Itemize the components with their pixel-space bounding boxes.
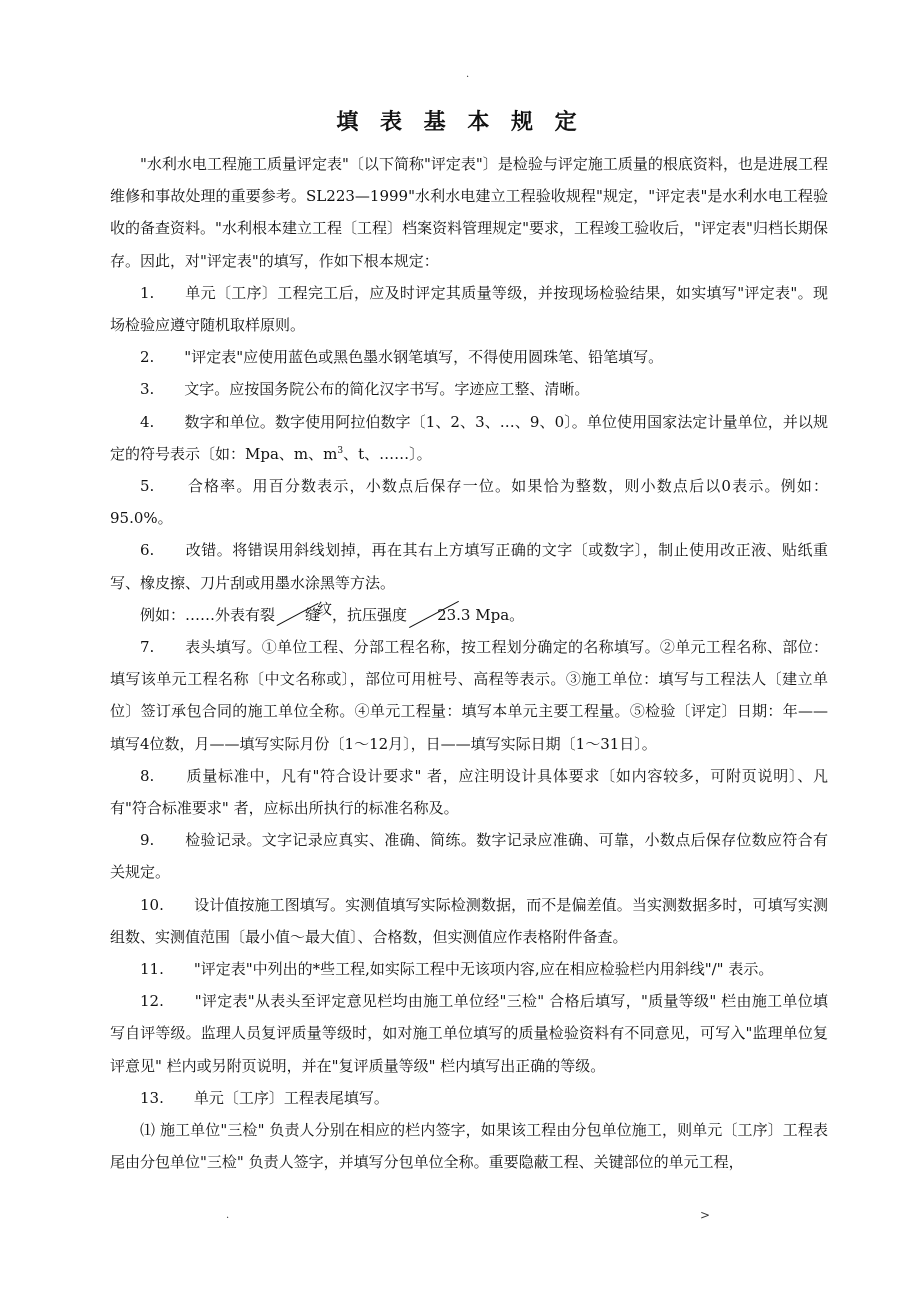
example-text-2: ，抗压强度 <box>332 605 408 624</box>
rule-13: 13. 单元〔工序〕工程表尾填写。 <box>140 1088 389 1107</box>
rule-7: 7. 表头填写。①单位工程、分部工程名称，按工程划分确定的名称填写。②单元工程名称、部位：填写该单元工程名称〔中文名称或〕，部位可用桩号、高程等表示。③施工单位：填写与工程法人〔建立单位〕签订承包合同的施工单位全称。④单元工程量：填写本单元主要工程量。⑤检验〔评定〕日期：年——填写4位数，月——填写实际月份〔1～12月〕，日——填写实际日期〔1～31日〕。 <box>110 638 828 753</box>
example-text-3: 3 Mpa。 <box>460 605 525 624</box>
rule-6: 6. 改错。将错误用斜线划掉，再在其右上方填写正确的文字〔或数字〕，制止使用改正液、贴纸重写、橡皮擦、刀片刮或用墨水涂黑等方法。 <box>110 541 828 592</box>
rule-9: 9. 检验记录。文字记录应真实、准确、简练。数字记录应准确、可靠，小数点后保存位数应符合有关规定。 <box>110 831 828 882</box>
rule-4-text-end: 、t、……〕。 <box>343 444 432 463</box>
rule-1: 1. 单元〔工序〕工程完工后，应及时评定其质量等级，并按现场检验结果，如实填写"评定表"。现场检验应遵守随机取样原则。 <box>110 283 828 335</box>
rule-4 <box>110 406 828 470</box>
page-title: 填 表 基 本 规 定 <box>336 109 584 135</box>
rule-13-1: ⑴ 施工单位"三检" 负责人分别在相应的栏内签字，如果该工程由分包单位施工，则单元〔工序〕工程表尾由分包单位"三检" 负责人签字，并填写分包单位全称。重要隐蔽工程、关键部位的单元工程， <box>110 1121 828 1172</box>
rule-4-text: 4. 数字和单位。数字使用阿拉伯数字〔1、2、3、…、9、0〕。单位使用国家法定计量单位，并以规定的符号表示〔如：Mpa、m、m <box>110 412 828 463</box>
example-text: 例如：……外表有裂 <box>140 605 276 624</box>
rule-10: 10. 设计值按施工图填写。实测值填写实际检测数据，而不是偏差值。当实测数据多时，可填写实测组数、实测值范围〔最小值～最大值〕、合格数，但实测值应作表格附件备查。 <box>110 895 828 946</box>
intro-paragraph: "水利水电工程施工质量评定表"〔以下简称"评定表"〕是检验与评定施工质量的根底资料，也是进展工程维修和事故处理的重要参考。SL223—1999"水利水电建立工程验收规程"规定，"评定表"是水利水电工程验收的备查资料。"水利根本建立工程〔工程〕档案资料管理规定"要求，工程竣工验收后，"评定表"归档长期保存。因此，对"评定表"的填写，作如下根本规定： <box>110 155 828 270</box>
rule-11: 11. "评定表"中列出的*些工程,如实际工程中无该项内容,应在相应检验栏内用斜线"/" 表示。 <box>140 960 774 979</box>
correction-word: 纹 <box>317 599 333 618</box>
rule-12: 12. "评定表"从表头至评定意见栏均由施工单位经"三检" 合格后填写，"质量等级" 栏由施工单位填写自评等级。监理人员复评质量等级时，如对施工单位填写的质量检验资料有不同意见，可写入"监理单位复评意见" 栏内或另附页说明，并在"复评质量等级" 栏内填写出正确的等级。 <box>110 992 828 1075</box>
footer-dot: . <box>226 1210 230 1221</box>
rule-4-superscript: 3 <box>337 445 344 456</box>
rule-5: 5. 合格率。用百分数表示，小数点后保存一位。如果恰为整数，则小数点后以0表示。例如：95.0%。 <box>110 477 828 528</box>
struck-number: 23. <box>407 599 461 631</box>
footer-mark: > <box>700 1208 711 1222</box>
rule-8: 8. 质量标准中，凡有"符合设计要求" 者，应注明设计具体要求〔如内容较多，可附页说明〕、凡有"符合标准要求" 者，应标出所执行的标准名称及。 <box>110 766 828 818</box>
struck-word: 缝 <box>275 599 320 631</box>
rule-3: 3. 文字。应按国务院公布的简化汉字书写。字迹应工整、清晰。 <box>140 380 590 399</box>
correction-example <box>110 599 828 631</box>
document-body <box>110 148 828 1179</box>
rule-2: 2. "评定表"应使用蓝色或黑色墨水钢笔填写，不得使用圆珠笔、铅笔填写。 <box>140 348 664 367</box>
header-dot: . <box>466 69 470 80</box>
